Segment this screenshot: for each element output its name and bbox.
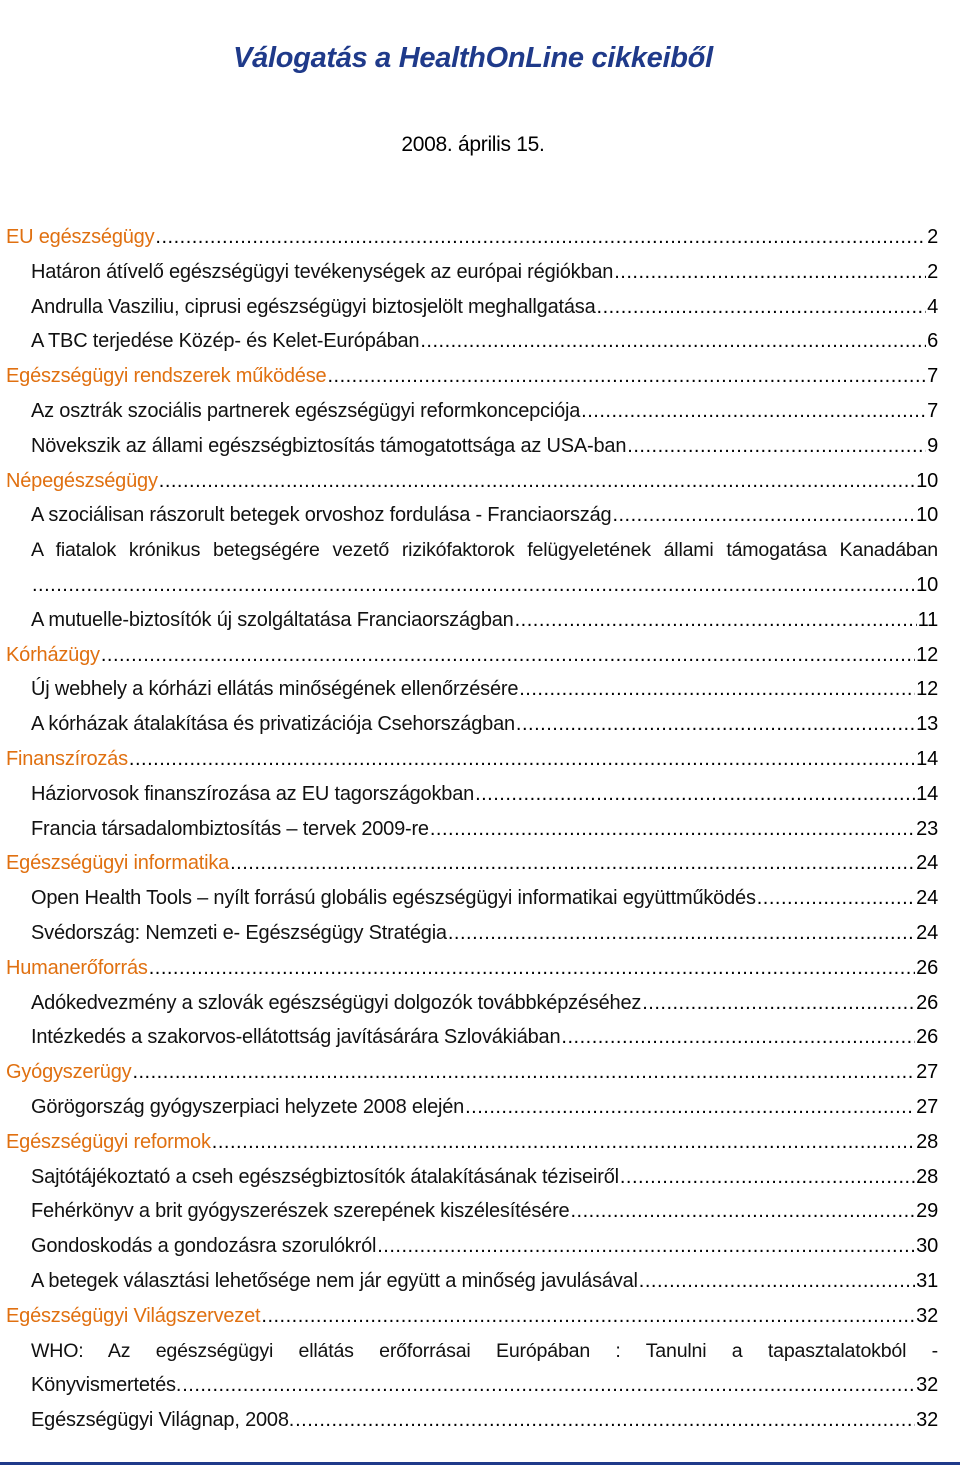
- table-of-contents: [0, 220, 960, 1438]
- toc-entry-label: Adókedvezmény a szlovák egészségügyi dolgozók továbbképzéséhez: [31, 991, 642, 1014]
- toc-page-number: 10: [916, 504, 938, 527]
- toc-dot-leader: [581, 394, 926, 429]
- toc-dot-leader: [465, 1090, 915, 1125]
- toc-page-number: 7: [927, 399, 938, 422]
- toc-section-label: Egészségügyi informatika: [6, 852, 230, 875]
- toc-section-heading[interactable]: [0, 359, 960, 394]
- toc-page-number: 2: [927, 226, 938, 248]
- toc-dot-leader: [377, 1229, 915, 1264]
- toc-dot-leader: [757, 881, 915, 916]
- toc-entry[interactable]: [0, 881, 960, 916]
- toc-page-number: 24: [916, 852, 938, 875]
- toc-entry[interactable]: [0, 255, 960, 290]
- toc-dot-leader: [570, 1194, 915, 1229]
- toc-page-number: 30: [916, 1235, 938, 1258]
- toc-section-label: EU egészségügy: [6, 226, 155, 248]
- toc-dot-leader: [327, 359, 926, 394]
- toc-dot-leader: [212, 1125, 915, 1160]
- toc-dot-leader: [129, 742, 915, 777]
- toc-entry[interactable]: [0, 1160, 960, 1195]
- toc-entry[interactable]: [0, 1020, 960, 1055]
- toc-section-heading[interactable]: [0, 951, 960, 986]
- toc-entry[interactable]: [0, 777, 960, 812]
- toc-dot-leader: [561, 1020, 915, 1055]
- toc-dot-leader: [430, 812, 915, 847]
- toc-page-number: 26: [916, 991, 938, 1014]
- toc-entry-label: Open Health Tools – nyílt forrású globális egészségügyi informatikai együttműködés: [31, 887, 756, 910]
- toc-section-label: Kórházügy: [6, 643, 100, 666]
- toc-entry[interactable]: [0, 1403, 960, 1438]
- toc-entry[interactable]: [0, 986, 960, 1021]
- toc-page-number: 32: [916, 1409, 938, 1432]
- toc-entry-label: Svédország: Nemzeti e- Egészségügy Stratégia: [31, 921, 447, 944]
- toc-page-number: 6: [927, 330, 938, 353]
- toc-entry[interactable]: [0, 812, 960, 847]
- toc-dot-leader: [159, 464, 915, 499]
- toc-entry-continuation[interactable]: [0, 568, 960, 603]
- toc-dot-leader: [155, 220, 926, 255]
- toc-entry[interactable]: [0, 324, 960, 359]
- toc-page-number: 12: [916, 678, 938, 701]
- toc-page-number: 27: [916, 1061, 938, 1084]
- toc-section-heading[interactable]: [0, 638, 960, 673]
- toc-section-heading[interactable]: [0, 1299, 960, 1334]
- toc-page-number: 14: [916, 747, 938, 770]
- toc-page-number: 10: [916, 573, 938, 596]
- toc-dot-leader: [32, 568, 915, 603]
- toc-entry-label: A fiatalok krónikus betegségére vezető rizikófaktorok felügyeletének állami támogatása Kanadában: [31, 539, 938, 562]
- toc-page-number: 13: [916, 713, 938, 736]
- toc-section-label: Gyógyszerügy: [6, 1061, 132, 1084]
- toc-entry[interactable]: [0, 672, 960, 707]
- toc-page-number: 24: [916, 921, 938, 944]
- toc-page-number: 29: [916, 1200, 938, 1223]
- toc-page-number: 31: [916, 1269, 938, 1292]
- toc-section-label: Humanerőforrás: [6, 956, 148, 979]
- toc-entry[interactable]: [0, 290, 960, 325]
- toc-entry[interactable]: [0, 1264, 960, 1299]
- toc-dot-leader: [614, 255, 926, 290]
- toc-dot-leader: [515, 603, 917, 638]
- toc-entry-label: Növekszik az állami egészségbiztosítás támogatottsága az USA-ban: [31, 434, 627, 457]
- toc-section-heading[interactable]: [0, 1125, 960, 1160]
- toc-section-label: Egészségügyi Világszervezet: [6, 1304, 261, 1327]
- toc-dot-leader: [612, 498, 915, 533]
- toc-dot-leader: [519, 672, 915, 707]
- toc-entry-wrapped[interactable]: [0, 1334, 960, 1369]
- toc-entry[interactable]: [0, 1229, 960, 1264]
- toc-section-heading[interactable]: [0, 220, 960, 255]
- toc-entry-label: A szociálisan rászorult betegek orvoshoz fordulása - Franciaország: [31, 504, 612, 527]
- toc-entry-continuation[interactable]: [0, 1368, 960, 1403]
- document-date: 2008. április 15.: [401, 133, 545, 156]
- toc-page-number: 32: [916, 1374, 938, 1397]
- toc-entry-label: Intézkedés a szakorvos-ellátottság javításárára Szlovákiában: [31, 1026, 561, 1049]
- toc-entry-label: A mutuelle-biztosítók új szolgáltatása Franciaországban: [31, 608, 514, 631]
- toc-entry-label: Új webhely a kórházi ellátás minőségének ellenőrzésére: [31, 678, 519, 701]
- toc-dot-leader: [627, 429, 926, 464]
- toc-page-number: 14: [916, 782, 938, 805]
- toc-section-label: Egészségügyi rendszerek működése: [6, 365, 327, 388]
- toc-dot-leader: [230, 846, 915, 881]
- toc-page-number: 12: [916, 643, 938, 666]
- toc-entry[interactable]: [0, 394, 960, 429]
- toc-entry-label: A kórházak átalakítása és privatizációja Csehországban: [31, 713, 515, 736]
- toc-section-label: Népegészségügy: [6, 469, 158, 492]
- toc-entry-label-continued: Könyvismertetés.: [31, 1374, 182, 1397]
- toc-entry-label: Háziorvosok finanszírozása az EU tagországokban: [31, 782, 475, 805]
- toc-dot-leader: [620, 1160, 915, 1195]
- toc-dot-leader: [448, 916, 915, 951]
- toc-dot-leader: [182, 1368, 915, 1403]
- toc-entry-label: WHO: Az egészségügyi ellátás erőforrásai Európában : Tanulni a tapasztalatokból -: [31, 1339, 938, 1362]
- toc-dot-leader: [101, 638, 915, 673]
- toc-entry-label: Görögország gyógyszerpiaci helyzete 2008 elején: [31, 1095, 465, 1118]
- toc-page-number: 32: [916, 1304, 938, 1327]
- toc-page-number: 11: [917, 608, 938, 631]
- toc-dot-leader: [516, 707, 915, 742]
- toc-dot-leader: [132, 1055, 915, 1090]
- toc-dot-leader: [295, 1403, 915, 1438]
- toc-page-number: 2: [927, 260, 938, 283]
- toc-entry[interactable]: [0, 916, 960, 951]
- toc-dot-leader: [639, 1264, 915, 1299]
- toc-entry[interactable]: [0, 498, 960, 533]
- toc-entry-label: Az osztrák szociális partnerek egészségügyi reformkoncepciója: [31, 399, 581, 422]
- toc-page-number: 10: [916, 469, 938, 492]
- toc-section-heading[interactable]: [0, 464, 960, 499]
- toc-page-number: 28: [916, 1165, 938, 1188]
- toc-dot-leader: [475, 777, 915, 812]
- toc-entry[interactable]: [0, 603, 960, 638]
- toc-section-heading[interactable]: [0, 742, 960, 777]
- toc-page-number: 26: [916, 1026, 938, 1049]
- toc-entry[interactable]: [0, 1090, 960, 1125]
- toc-section-heading[interactable]: [0, 1055, 960, 1090]
- toc-section-heading[interactable]: [0, 846, 960, 881]
- toc-page-number: 4: [927, 295, 938, 318]
- toc-entry-label: A TBC terjedése Közép- és Kelet-Európában: [31, 330, 420, 353]
- toc-page-number: 24: [916, 887, 938, 910]
- toc-page-number: 28: [916, 1130, 938, 1153]
- toc-dot-leader: [149, 951, 915, 986]
- toc-entry-wrapped[interactable]: [0, 533, 960, 568]
- toc-entry-label: Gondoskodás a gondozásra szorulókról: [31, 1235, 377, 1258]
- toc-entry-label: Sajtótájékoztató a cseh egészségbiztosítók átalakításának téziseiről: [31, 1165, 619, 1188]
- toc-page-number: 27: [916, 1095, 938, 1118]
- toc-entry[interactable]: [0, 707, 960, 742]
- document-title: Válogatás a HealthOnLine cikkeiből: [233, 42, 713, 74]
- toc-page-number: 26: [916, 956, 938, 979]
- bottom-divider: [0, 1462, 960, 1465]
- toc-section-label: Finanszírozás: [6, 747, 128, 770]
- toc-section-label: Egészségügyi reformok: [6, 1130, 211, 1153]
- toc-page-number: 7: [927, 365, 938, 388]
- toc-entry-label: Egészségügyi Világnap, 2008.: [31, 1409, 295, 1432]
- toc-page-number: 9: [927, 434, 938, 457]
- toc-dot-leader: [597, 290, 927, 325]
- toc-entry-label: Francia társadalombiztosítás – tervek 2009-re: [31, 817, 429, 840]
- toc-entry[interactable]: [0, 429, 960, 464]
- toc-entry[interactable]: [0, 1194, 960, 1229]
- toc-entry-label: Andrulla Vasziliu, ciprusi egészségügyi biztosjelölt meghallgatása: [31, 295, 596, 318]
- toc-dot-leader: [642, 986, 915, 1021]
- toc-entry-label: Fehérkönyv a brit gyógyszerészek szerepének kiszélesítésére: [31, 1200, 570, 1223]
- toc-dot-leader: [420, 324, 926, 359]
- toc-entry-label: A betegek választási lehetősége nem jár együtt a minőség javulásával: [31, 1269, 638, 1292]
- toc-dot-leader: [261, 1299, 915, 1334]
- toc-entry-label: Határon átívelő egészségügyi tevékenységek az európai régiókban: [31, 260, 614, 283]
- toc-page-number: 23: [916, 817, 938, 840]
